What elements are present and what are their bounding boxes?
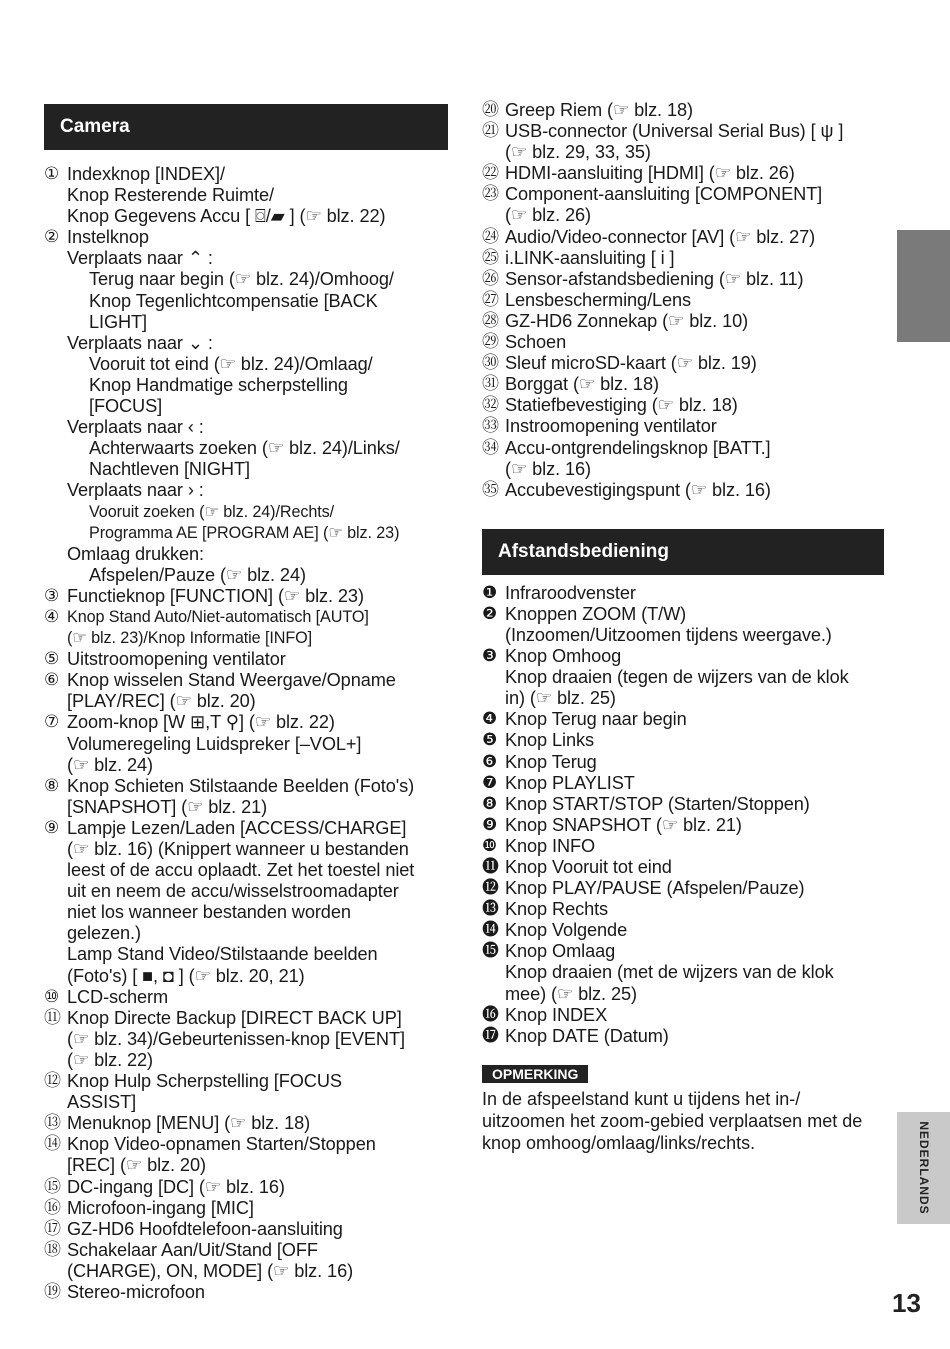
- list-item: [44, 649, 448, 670]
- item-text: Lamp Stand Video/Stilstaande beelden: [67, 944, 378, 965]
- list-item: [44, 1282, 448, 1303]
- item-text: Knop SNAPSHOT (☞ blz. 21): [505, 814, 742, 835]
- item-text: Omlaag drukken:: [67, 543, 204, 564]
- item-number: ㉜: [482, 395, 499, 416]
- item-number: ❹: [482, 709, 498, 730]
- item-text: [SNAPSHOT] (☞ blz. 21): [67, 796, 268, 817]
- item-subtext: Terug naar begin (☞ blz. 24)/Omhoog/: [89, 269, 394, 290]
- list-item: [44, 1177, 448, 1198]
- list-item: [44, 333, 448, 417]
- item-number: ⑬: [44, 1113, 61, 1134]
- item-text: Infraroodvenster: [505, 582, 636, 603]
- item-text: Stereo-microfoon: [67, 1281, 205, 1302]
- item-text: Verplaats naar ⌃ :: [67, 248, 213, 269]
- item-number: ㉕: [482, 247, 499, 268]
- item-text: i.LINK-aansluiting [ i ]: [505, 247, 675, 268]
- item-number: ⓬: [482, 878, 499, 899]
- item-text: Instelknop: [67, 227, 149, 248]
- list-item: [482, 480, 884, 501]
- item-text: (☞ blz. 24): [67, 754, 153, 775]
- item-number: ⑧: [44, 775, 60, 796]
- item-text: Knop Omlaag: [505, 941, 616, 962]
- item-text: Knop DATE (Datum): [505, 1025, 669, 1046]
- list-item: [482, 227, 884, 248]
- list-item: [482, 878, 884, 899]
- item-text: Knop Resterende Ruimte/: [67, 185, 274, 206]
- item-text: Sensor-afstandsbediening (☞ blz. 11): [505, 268, 804, 289]
- item-text: Knop draaien (met de wijzers van de klok: [505, 962, 834, 983]
- item-number: ⑥: [44, 670, 60, 691]
- list-item: [482, 374, 884, 395]
- list-item: [482, 604, 884, 646]
- item-text: Knop wisselen Stand Weergave/Opname: [67, 670, 396, 691]
- list-item: [44, 227, 448, 332]
- item-text: Knop Rechts: [505, 899, 609, 920]
- list-item: [44, 712, 448, 775]
- right-column: [482, 100, 884, 1154]
- list-item: [482, 416, 884, 437]
- list-item: [44, 1134, 448, 1176]
- item-text: (☞ blz. 26): [505, 205, 591, 226]
- list-item: [482, 941, 884, 1004]
- list-item: [44, 544, 448, 586]
- item-text: USB-connector (Universal Serial Bus) [ ψ ]: [505, 121, 844, 142]
- list-item: [44, 1240, 448, 1282]
- item-number: ㉗: [482, 289, 499, 310]
- item-text: (CHARGE), ON, MODE] (☞ blz. 16): [67, 1260, 354, 1281]
- list-item: [482, 100, 884, 121]
- list-item: [482, 583, 884, 604]
- item-text: mee) (☞ blz. 25): [505, 983, 637, 1004]
- item-number: ⑪: [44, 1007, 61, 1028]
- item-subtext: Knop Tegenlichtcompensatie [BACK: [89, 290, 378, 311]
- list-item: [44, 1113, 448, 1134]
- list-item: [44, 1071, 448, 1113]
- item-text: Verplaats naar ‹ :: [67, 417, 204, 438]
- item-number: ㉓: [482, 184, 499, 205]
- item-text: Borggat (☞ blz. 18): [505, 374, 659, 395]
- item-number: ⑳: [482, 100, 499, 120]
- item-number: ❷: [482, 603, 498, 624]
- item-number: ⓯: [482, 941, 499, 962]
- item-number: ⑦: [44, 712, 60, 733]
- item-number: ③: [44, 585, 60, 606]
- item-text: [REC] (☞ blz. 20): [67, 1155, 206, 1176]
- item-text: (☞ blz. 16): [505, 458, 591, 479]
- item-number: ⑩: [44, 986, 60, 1007]
- item-number: ②: [44, 227, 60, 248]
- item-text: Knop Video-opnamen Starten/Stoppen: [67, 1134, 376, 1155]
- camera-section-title: Camera: [44, 104, 448, 150]
- item-text: (☞ blz. 29, 33, 35): [505, 142, 651, 163]
- item-number: ⓰: [482, 1004, 499, 1025]
- list-item: [44, 818, 448, 987]
- item-text: Knop Terug naar begin: [505, 709, 687, 730]
- camera-parts-list-continued: [482, 100, 884, 501]
- list-item: [482, 290, 884, 311]
- item-text: Verplaats naar › :: [67, 480, 204, 501]
- item-number: ❿: [482, 835, 498, 856]
- item-text: Functieknop [FUNCTION] (☞ blz. 23): [67, 585, 364, 606]
- list-item: [44, 670, 448, 712]
- item-number: ❾: [482, 814, 498, 835]
- item-number: ㉟: [482, 479, 499, 500]
- item-text: (☞ blz. 22): [67, 1049, 153, 1070]
- item-text: Knop START/STOP (Starten/Stoppen): [505, 793, 810, 814]
- item-text: uit en neem de accu/wisselstroomadapter: [67, 881, 399, 902]
- item-subtext: [FOCUS]: [89, 396, 163, 417]
- item-text: Knoppen ZOOM (T/W): [505, 603, 687, 624]
- item-number: ❼: [482, 772, 498, 793]
- item-text: Statiefbevestiging (☞ blz. 18): [505, 395, 738, 416]
- item-subtext: Afspelen/Pauze (☞ blz. 24): [89, 564, 306, 585]
- item-subtext: Programma AE [PROGRAM AE] (☞ blz. 23): [89, 523, 400, 542]
- item-number: ⑫: [44, 1071, 61, 1092]
- item-number: ⑰: [44, 1218, 61, 1239]
- item-text: Verplaats naar ⌄ :: [67, 332, 213, 353]
- item-text: Knop INFO: [505, 835, 596, 856]
- list-item: [44, 1008, 448, 1071]
- list-item: [482, 773, 884, 794]
- item-text: (☞ blz. 23)/Knop Informatie [INFO]: [67, 629, 313, 648]
- list-item: [482, 395, 884, 416]
- list-item: [482, 438, 884, 480]
- item-text: Schakelaar Aan/Uit/Stand [OFF: [67, 1239, 318, 1260]
- item-text: Instroomopening ventilator: [505, 416, 717, 437]
- item-text: GZ-HD6 Hoofdtelefoon-aansluiting: [67, 1218, 343, 1239]
- item-number: ⑤: [44, 649, 60, 670]
- list-item: [482, 184, 884, 226]
- item-text: Microfoon-ingang [MIC]: [67, 1197, 254, 1218]
- item-text: (☞ blz. 34)/Gebeurtenissen-knop [EVENT]: [67, 1028, 405, 1049]
- item-subtext: Knop Handmatige scherpstelling: [89, 374, 348, 395]
- item-number: ⑯: [44, 1197, 61, 1218]
- list-item: [482, 1026, 884, 1047]
- item-text: Knop Omhoog: [505, 646, 622, 667]
- list-item: [44, 776, 448, 818]
- item-text: Accubevestigingspunt (☞ blz. 16): [505, 479, 771, 500]
- item-text: Audio/Video-connector [AV] (☞ blz. 27): [505, 226, 816, 247]
- list-item: [482, 1005, 884, 1026]
- item-text: Lensbescherming/Lens: [505, 289, 692, 310]
- list-item: [482, 121, 884, 163]
- item-number: ㉝: [482, 416, 499, 437]
- item-text: Sleuf microSD-kaart (☞ blz. 19): [505, 353, 757, 374]
- item-text: Schoen: [505, 332, 567, 353]
- item-text: [PLAY/REC] (☞ blz. 20): [67, 691, 256, 712]
- list-item: [482, 794, 884, 815]
- language-tab: [897, 1112, 950, 1224]
- item-number: ㉛: [482, 374, 499, 395]
- item-text: in) (☞ blz. 25): [505, 688, 616, 709]
- item-number: ⓱: [482, 1025, 499, 1046]
- item-number: ⓫: [482, 857, 499, 877]
- chapter-tab: [897, 230, 950, 342]
- item-text: leest of de accu oplaadt. Zet het toestel niet: [67, 860, 415, 881]
- list-item: [482, 248, 884, 269]
- item-number: ⑮: [44, 1176, 61, 1197]
- item-number: ㉖: [482, 268, 499, 289]
- item-text: Greep Riem (☞ blz. 18): [505, 100, 693, 120]
- item-number: ⑱: [44, 1239, 61, 1260]
- remote-section-title: Afstandsbediening: [482, 529, 884, 575]
- note-text: In de afspeelstand kunt u tijdens het in-/ uitzoomen het zoom-gebied verplaatsen met de knop omhoog/omlaag/links/rechts.: [482, 1088, 863, 1153]
- item-number: ⑨: [44, 817, 60, 838]
- item-subtext: Achterwaarts zoeken (☞ blz. 24)/Links/: [89, 438, 400, 459]
- item-number: ㉞: [482, 437, 499, 458]
- item-number: ㉑: [482, 121, 499, 142]
- item-number: ㉘: [482, 310, 499, 331]
- item-text: Knop Stand Auto/Niet-automatisch [AUTO]: [67, 607, 369, 626]
- item-number: ❸: [482, 646, 498, 667]
- list-item: [482, 815, 884, 836]
- item-number: ❻: [482, 751, 498, 772]
- item-text: Zoom-knop [W ⊞,T ⚲] (☞ blz. 22): [67, 712, 335, 733]
- item-text: DC-ingang [DC] (☞ blz. 16): [67, 1176, 285, 1197]
- list-item: [44, 1198, 448, 1219]
- list-item: [44, 607, 448, 649]
- item-number: ⑭: [44, 1134, 61, 1155]
- item-number: ⓭: [482, 899, 499, 920]
- list-item: [482, 836, 884, 857]
- item-subtext: Vooruit tot eind (☞ blz. 24)/Omlaag/: [89, 353, 373, 374]
- item-text: Accu-ontgrendelingsknop [BATT.]: [505, 437, 771, 458]
- item-text: ASSIST]: [67, 1092, 137, 1113]
- item-number: ⓮: [482, 920, 499, 941]
- list-item: [482, 646, 884, 709]
- item-text: niet los wanneer bestanden worden: [67, 902, 351, 923]
- list-item: [482, 709, 884, 730]
- item-text: (Inzoomen/Uitzoomen tijdens weergave.): [505, 624, 832, 645]
- item-number: ⑲: [44, 1281, 61, 1302]
- list-item: [482, 353, 884, 374]
- item-number: ❶: [482, 582, 498, 603]
- item-text: Component-aansluiting [COMPONENT]: [505, 184, 823, 205]
- list-item: [44, 987, 448, 1008]
- item-text: Volumeregeling Luidspreker [–VOL+]: [67, 733, 362, 754]
- page-number: 13: [892, 1288, 921, 1318]
- item-text: gelezen.): [67, 923, 141, 944]
- list-item: [482, 311, 884, 332]
- list-item: [482, 857, 884, 878]
- item-text: Knop Gegevens Accu [ ⌼/▰ ] (☞ blz. 22): [67, 206, 386, 227]
- item-text: Knop PLAYLIST: [505, 772, 635, 793]
- list-item: [482, 730, 884, 751]
- item-text: Knop Links: [505, 730, 594, 751]
- item-text: Knop Terug: [505, 751, 597, 772]
- item-subtext: Nachtleven [NIGHT]: [89, 459, 250, 480]
- list-item: [482, 269, 884, 290]
- left-column: [44, 100, 448, 1303]
- item-text: (Foto's) [ ■, ◘ ] (☞ blz. 20, 21): [67, 965, 305, 986]
- language-tab-label: NEDERLANDS: [916, 1121, 931, 1215]
- item-text: Knop Volgende: [505, 920, 628, 941]
- item-number: ❽: [482, 793, 498, 814]
- item-text: Lampje Lezen/Laden [ACCESS/CHARGE]: [67, 817, 407, 838]
- remote-parts-list: [482, 583, 884, 1047]
- item-text: Knop draaien (tegen de wijzers van de klok: [505, 667, 849, 688]
- list-item: [44, 1219, 448, 1240]
- note-label: OPMERKING: [482, 1065, 588, 1083]
- list-item: [482, 752, 884, 773]
- item-text: Knop PLAY/PAUSE (Afspelen/Pauze): [505, 878, 805, 899]
- item-text: Knop Hulp Scherpstelling [FOCUS: [67, 1071, 342, 1092]
- item-text: HDMI-aansluiting [HDMI] (☞ blz. 26): [505, 163, 795, 184]
- item-text: Knop Schieten Stilstaande Beelden (Foto's): [67, 775, 415, 796]
- item-text: GZ-HD6 Zonnekap (☞ blz. 10): [505, 310, 749, 331]
- item-subtext: Vooruit zoeken (☞ blz. 24)/Rechts/: [89, 502, 335, 521]
- item-subtext: LIGHT]: [89, 311, 148, 332]
- list-item: [44, 586, 448, 607]
- item-text: (☞ blz. 16) (Knippert wanneer u bestanden: [67, 839, 409, 859]
- item-number: ㉙: [482, 332, 499, 353]
- camera-parts-list: [44, 164, 448, 1303]
- item-text: Knop INDEX: [505, 1004, 608, 1025]
- list-item: [482, 920, 884, 941]
- item-number: ①: [44, 164, 60, 184]
- list-item: [44, 480, 448, 543]
- item-number: ㉒: [482, 163, 499, 184]
- item-text: Knop Vooruit tot eind: [505, 857, 672, 877]
- list-item: [482, 163, 884, 184]
- item-number: ㉚: [482, 353, 499, 374]
- item-text: Menuknop [MENU] (☞ blz. 18): [67, 1113, 311, 1134]
- item-number: ④: [44, 606, 60, 627]
- list-item: [482, 899, 884, 920]
- list-item: [44, 164, 448, 227]
- item-number: ㉔: [482, 226, 499, 247]
- list-item: [482, 332, 884, 353]
- item-text: LCD-scherm: [67, 986, 169, 1007]
- item-text: Indexknop [INDEX]/: [67, 164, 225, 184]
- item-text: Knop Directe Backup [DIRECT BACK UP]: [67, 1007, 402, 1028]
- item-text: Uitstroomopening ventilator: [67, 649, 286, 670]
- list-item: [44, 417, 448, 480]
- item-number: ❺: [482, 730, 498, 751]
